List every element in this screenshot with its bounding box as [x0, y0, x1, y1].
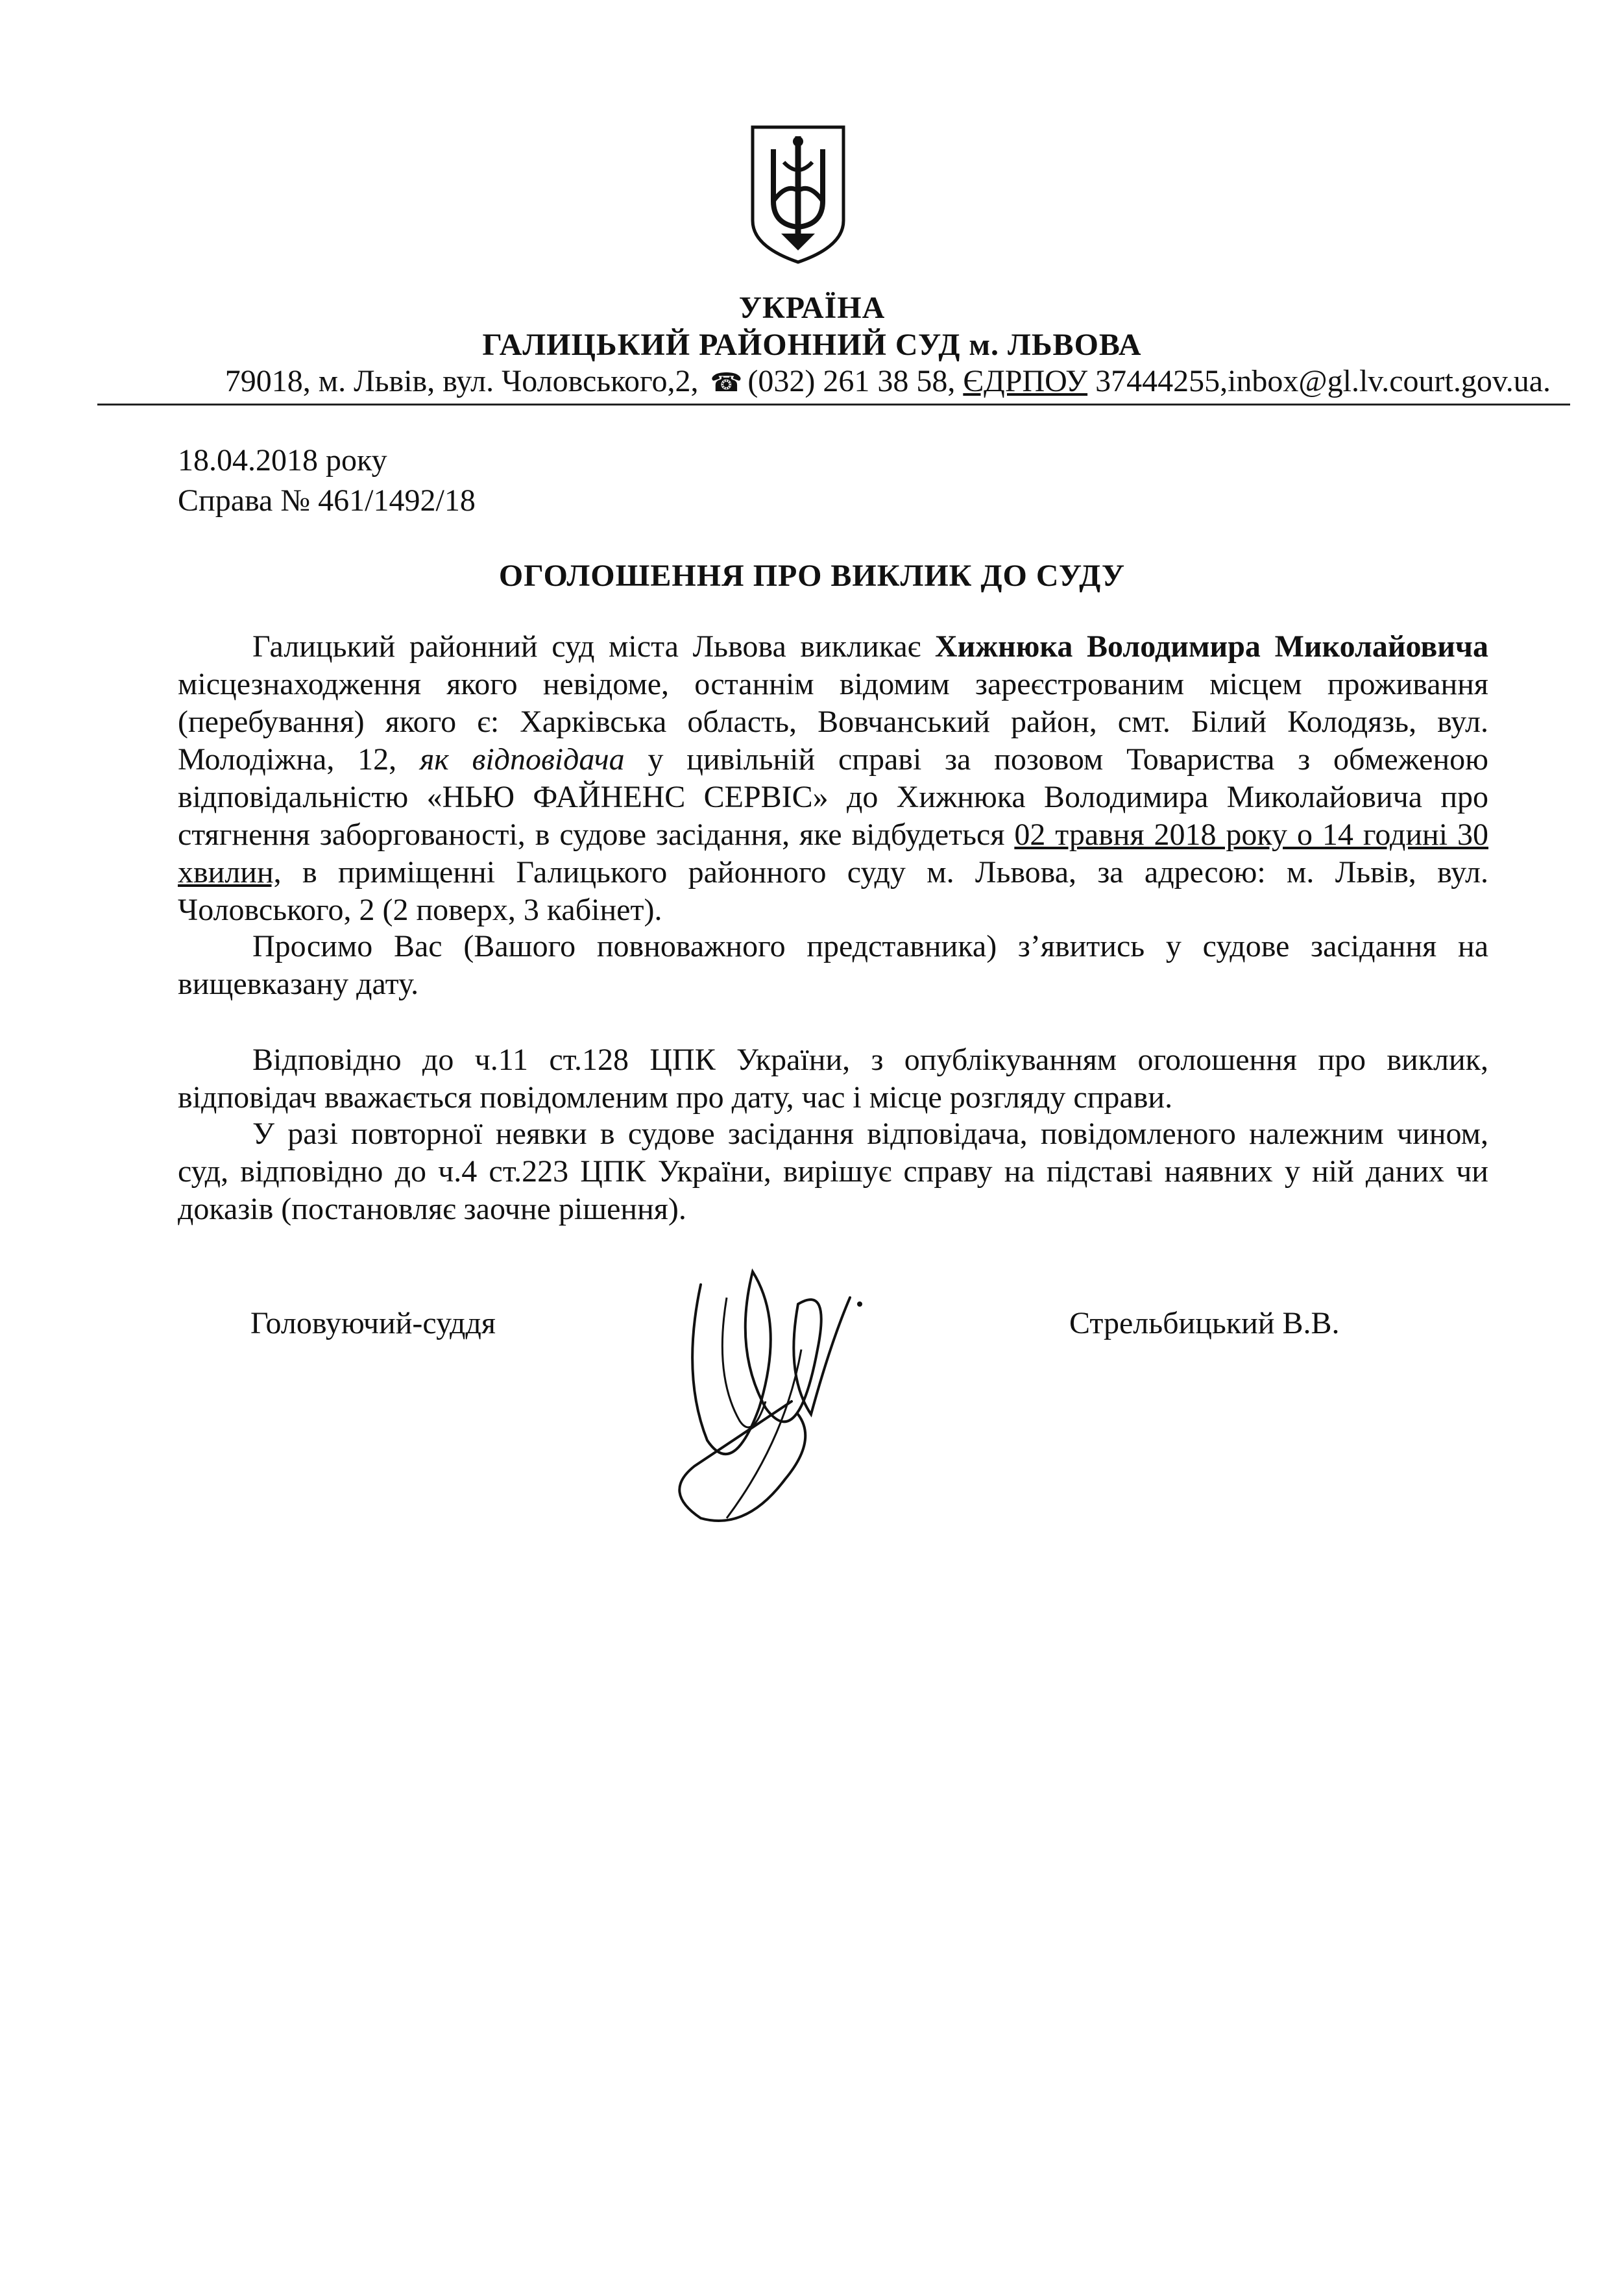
notification-paragraph: Відповідно до ч.11 ст.128 ЦПК України, з опублікуванням оголошення про виклик, відповідач вважається повідомленим про дату, час і місце розгляду справи.: [178, 1043, 1488, 1115]
country-heading: УКРАЇНА: [738, 291, 886, 325]
hearing-datetime: 02 травня 2018 року о 14 годині 30 хвилин,: [178, 817, 1489, 889]
address-text: 79018, м. Львів, вул. Чоловського,2,: [224, 364, 699, 398]
phone-number: (032) 261 38 58,: [747, 364, 956, 398]
defendant-name: Хижнюка Володимира Миколайовича: [934, 629, 1488, 664]
summons-paragraph: [178, 628, 1488, 929]
handwritten-signature: [655, 1246, 869, 1531]
court-address-line: [97, 362, 1551, 402]
court-heading: ГАЛИЦЬКИЙ РАЙОННИЙ СУД м. ЛЬВОВА: [482, 328, 1142, 362]
signatory-role: Головуючий-суддя: [250, 1306, 496, 1340]
p1-text-3: у цивільній справі за позовом Товариства з обмеженою відповідальністю «НЬЮ ФАЙНЕНС СЕРВІС» до Хижнюка Володимира Миколайовича про стягнення заборгованості, в судове засідання, яке відбудеться: [178, 742, 1489, 852]
document-title: ОГОЛОШЕННЯ ПРО ВИКЛИК ДО СУДУ: [498, 559, 1126, 593]
case-number: Справа № 461/1492/18: [178, 483, 476, 518]
coat-of-arms-emblem: [747, 123, 849, 266]
p1-text-1: Галицький районний суд міста Львова викликає: [252, 629, 935, 664]
phone-icon: ☎: [710, 368, 743, 397]
defendant-role: як відповідача: [419, 742, 625, 777]
edrpou-label: ЄДРПОУ: [963, 364, 1088, 398]
appearance-request-paragraph: Просимо Вас (Вашого повноважного представника) з’явитись у судове засідання на вищевказану дату.: [178, 929, 1488, 1001]
p1-text-4: в приміщенні Галицького районного суду м. Львова, за адресою: м. Львів, вул. Чоловського, 2 (2 поверх, 3 кабінет).: [178, 855, 1488, 927]
header-divider: [97, 404, 1570, 405]
document-date: 18.04.2018 року: [178, 443, 387, 478]
signatory-name: Стрельбицький В.В.: [1069, 1306, 1340, 1340]
edrpou-and-email: 37444255,inbox@gl.lv.court.gov.ua.: [1087, 364, 1551, 398]
default-judgment-paragraph: У разі повторної неявки в судове засідання відповідача, повідомленого належним чином, суд, відповідно до ч.4 ст.223 ЦПК України, вирішує справу на підставі наявних у ній даних чи доказів (постановляє заочне рішення).: [178, 1117, 1488, 1226]
p1-text-2: місцезнаходження якого невідоме, останнім відомим зареєстрованим місцем проживання (перебування) якого є: Харківська область, Вовчанський район, смт. Білий Колодязь, вул. Молодіжна, 12,: [178, 667, 1488, 777]
